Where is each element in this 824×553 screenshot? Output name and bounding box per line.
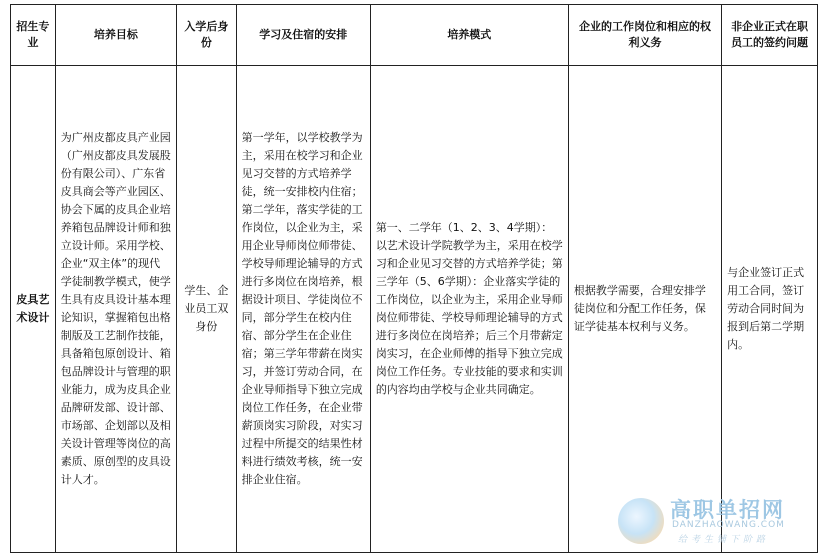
cell-contract: 与企业签订正式用工合同，签订劳动合同时间为报到后第二学期内。 [722, 66, 818, 553]
header-goal: 培养目标 [55, 5, 176, 66]
header-row [11, 5, 818, 66]
cell-study: 第一学年，以学校教学为主，采用在校学习和企业见习交替的方式培养学徒，统一安排校内住宿；第二学年，落实学徒的工作岗位，以企业为主，采用企业导师岗位师带徒、学校导师理论辅导的方式进行多岗位在岗培养，根据设计项目、学徒岗位不同，部分学生在校内住宿、部分学生在企业住宿；第三学年带薪在岗实习，并签订劳动合同，在企业导师指导下独立完成岗位工作任务，在企业带薪顶岗实习阶段，对实习过程中所提交的结果性材料进行绩效考核，统一安排企业住宿。 [236, 66, 370, 553]
header-mode: 培养模式 [370, 5, 568, 66]
cell-mode: 第一、二学年（1、2、3、4学期）：以艺术设计学院教学为主，采用在校学习和企业见习交替的方式培养学徒；第三学年（5、6学期）：企业落实学徒的工作岗位，以企业为主，采用企业导师岗位师带徒、学校导师理论辅导的方式进行多岗位在岗培养；后三个月带薪定岗实习，在企业师傅的指导下独立完成岗位工作任务。专业技能的要求和实训的内容均由学校与企业共同确定。 [370, 66, 568, 553]
cell-major: 皮具艺术设计 [11, 66, 56, 553]
header-rights: 企业的工作岗位和相应的权利义务 [568, 5, 721, 66]
watermark-title: 高职单招网 [670, 498, 785, 522]
enrollment-plan-table [10, 4, 818, 553]
header-major: 招生专业 [11, 5, 56, 66]
table-row [11, 66, 818, 553]
watermark-logo-icon [618, 498, 664, 544]
watermark-slogan: 给考生铺下阶路 [678, 535, 770, 545]
watermark-site: DANZHAOWANG.COM [672, 520, 785, 530]
header-identity: 入学后身份 [177, 5, 237, 66]
watermark [618, 494, 818, 546]
cell-rights: 根据教学需要，合理安排学徒岗位和分配工作任务，保证学徒基本权利与义务。 [568, 66, 721, 553]
cell-identity: 学生、企业员工双身份 [177, 66, 237, 553]
header-contract: 非企业正式在职员工的签约问题 [722, 5, 818, 66]
cell-goal: 为广州皮都皮具产业园（广州皮都皮具发展股份有限公司）、广东省皮具商会等产业园区、协会下属的皮具企业培养箱包品牌设计师和独立设计师。采用学校、企业“双主体”的现代学徒制教学模式，使学生具有皮具设计基本理论知识，掌握箱包出格制版及工艺制作技能，具备箱包原创设计、箱包品牌设计与管理的职业能力，成为皮具企业品牌研发部、设计部、市场部、企划部以及相关设计管理等岗位的高素质、原创型的皮具设计人才。 [55, 66, 176, 553]
header-study: 学习及住宿的安排 [236, 5, 370, 66]
